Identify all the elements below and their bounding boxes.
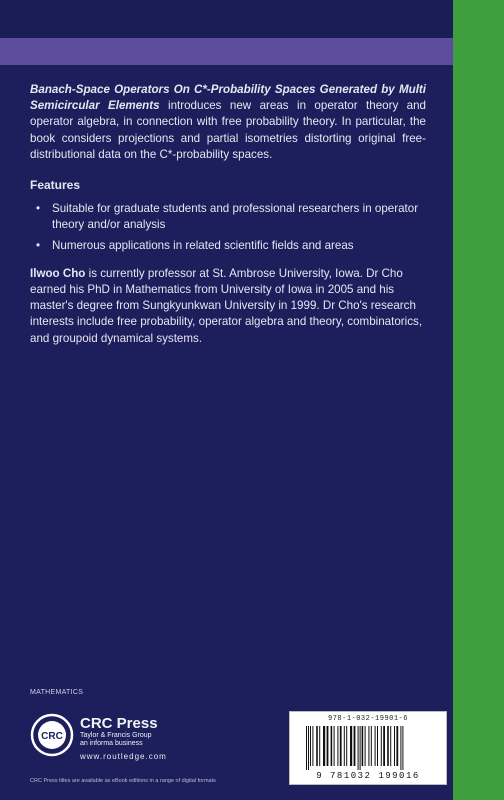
isbn-barcode xyxy=(289,711,447,785)
purple-stripe xyxy=(0,38,453,65)
book-title: Banach-Space Operators On C*-Probability Spaces Generated by Multi Semicircular Elements xyxy=(30,83,426,113)
publisher-block xyxy=(80,716,158,748)
blurb-paragraph xyxy=(30,82,426,163)
isbn-number: 978-1-032-19901-6 xyxy=(328,715,408,723)
publisher-tagline: an informa business xyxy=(80,740,143,747)
cover-text xyxy=(30,82,426,347)
features-list xyxy=(30,201,426,254)
subject-category: MATHEMATICS xyxy=(30,689,84,696)
publisher-group: Taylor & Francis Group xyxy=(80,732,152,739)
author-bio xyxy=(30,266,426,347)
logo-text: CRC xyxy=(41,731,63,742)
crc-press-logo-icon xyxy=(30,713,74,757)
top-band xyxy=(0,0,453,38)
feature-item: • Numerous applications in related scientific fields and areas xyxy=(30,238,426,254)
publisher-name: CRC Press xyxy=(80,715,158,732)
ean-number: 9 781032 199016 xyxy=(316,771,420,781)
bio-text: is currently professor at St. Ambrose University, Iowa. Dr Cho earned his PhD in Mathematics from University of Iowa in 2005 and his master's degree from Sungkyunkwan University in 1999. Dr Cho's research interests include free probability, operator algebra and theory, combinatorics, and groupoid dynamical systems. xyxy=(30,266,423,345)
feature-item: • Suitable for graduate students and professional researchers in operator theory and/or analysis xyxy=(30,201,426,233)
green-spine xyxy=(453,0,504,800)
blurb-text: introduces new areas in operator theory and operator algebra, in connection with free probability theory. In particular, the book considers projections and partial isometries distorting original free-distributional data on the C*-probability spaces. xyxy=(30,99,426,161)
barcode-bars-icon xyxy=(304,726,438,770)
publisher-website: www.routledge.com xyxy=(80,752,167,761)
author-name: Ilwoo Cho xyxy=(30,266,86,280)
features-heading: Features xyxy=(30,178,81,193)
ebook-note: CRC Press titles are available as eBook editions in a range of digital formats xyxy=(30,778,216,784)
